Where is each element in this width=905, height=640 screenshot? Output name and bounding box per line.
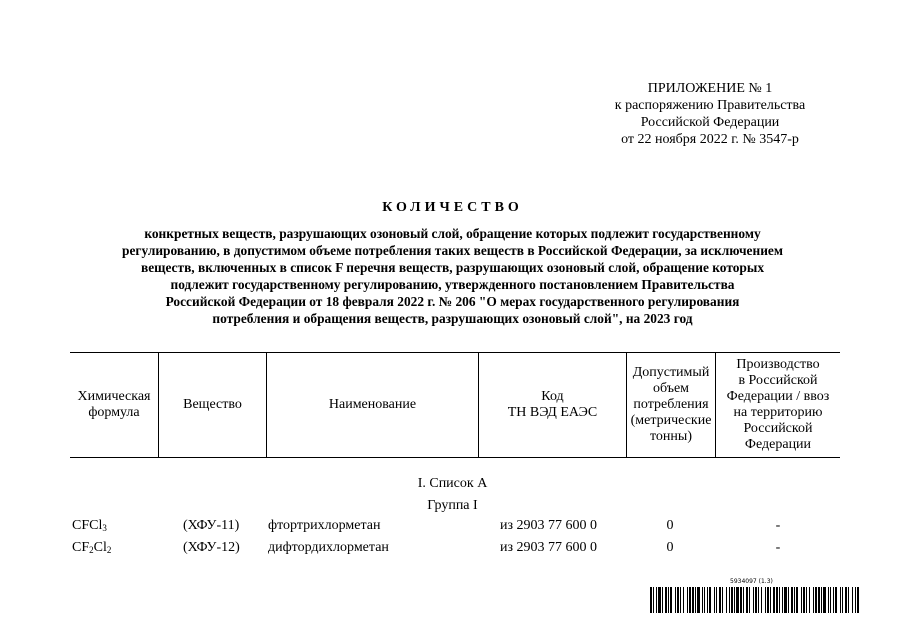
- header-volume-line: объем: [652, 381, 690, 396]
- header-code-line: Код: [541, 389, 564, 404]
- barcode-bar: [716, 587, 717, 613]
- barcode-bar: [821, 587, 822, 613]
- barcode-bar: [809, 587, 810, 613]
- header-code-line: ТН ВЭД ЕАЭС: [507, 405, 598, 420]
- cell-substance: (ХФУ-12): [183, 540, 240, 555]
- barcode-id: 5934097 (1.3): [730, 578, 773, 585]
- barcode-bar: [680, 587, 681, 613]
- header-production-line: в Российской: [738, 373, 818, 388]
- document-subtitle: [60, 225, 845, 327]
- header-production-line: Федерации: [744, 437, 812, 452]
- barcode-bar: [653, 587, 654, 613]
- barcode-bar: [731, 587, 733, 613]
- barcode-bar: [801, 587, 802, 613]
- barcode-bar: [755, 587, 757, 613]
- barcode-bar: [695, 587, 696, 613]
- barcode-bar: [697, 587, 700, 613]
- subtitle-line: веществ, включенных в список F перечня веществ, разрушающих озоновый слой, обращение которых: [140, 260, 765, 275]
- subtitle-line: потребления и обращения веществ, разрушающих озоновый слой", на 2023 год: [212, 311, 693, 326]
- group-title: Группа I: [427, 498, 478, 513]
- formula-part: CFCl: [72, 518, 103, 533]
- barcode-bar: [855, 587, 856, 613]
- barcode-bar: [656, 587, 657, 613]
- header-formula: [70, 352, 158, 458]
- cell-production: -: [775, 518, 781, 533]
- barcode-bar: [729, 587, 730, 613]
- barcode-bar: [848, 587, 849, 613]
- subtitle-line: регулированию, в допустимом объеме потребления таких веществ в Российской Федерации, за исключением: [122, 243, 783, 258]
- section-title: I. Список А: [417, 476, 488, 491]
- header-production-line: Федерации / ввоз: [726, 389, 830, 404]
- header-production-line: на территорию: [733, 405, 823, 420]
- header-volume-line: тонны): [650, 429, 692, 444]
- barcode-bar: [840, 587, 841, 613]
- barcode-bar: [842, 587, 843, 613]
- barcode-bar: [845, 587, 847, 613]
- barcode-bar: [689, 587, 691, 613]
- barcode-bar: [779, 587, 780, 613]
- header-formula-line: формула: [88, 405, 140, 420]
- barcode-bar: [707, 587, 708, 613]
- barcode-bar: [767, 587, 769, 613]
- document-title: КОЛИЧЕСТВО: [382, 200, 523, 215]
- barcode-bar: [734, 587, 735, 613]
- barcode-bar: [714, 587, 715, 613]
- subtitle-line: Российской Федерации от 18 февраля 2022 г. № 206 "О мерах государственного регулирования: [165, 294, 740, 309]
- appendix-line-3: от 22 ноября 2022 г. № 3547-р: [621, 132, 799, 147]
- cell-substance: (ХФУ-11): [183, 518, 240, 533]
- barcode-bar: [765, 587, 766, 613]
- subtitle-line: конкретных веществ, разрушающих озоновый слой, обращение которых подлежит государственному: [144, 226, 761, 241]
- barcode-bar: [776, 587, 778, 613]
- barcode-bar: [722, 587, 723, 613]
- barcode-bar: [670, 587, 672, 613]
- header-name-line: Наименование: [328, 397, 417, 412]
- barcode-bar: [677, 587, 679, 613]
- barcode-bar: [740, 587, 742, 613]
- formula-subscript: 3: [102, 523, 107, 533]
- barcode-bar: [782, 587, 783, 613]
- cell-production: -: [775, 540, 781, 555]
- barcode-bar: [753, 587, 754, 613]
- barcode-bar: [770, 587, 771, 613]
- barcode-bar: [687, 587, 688, 613]
- barcode-bar: [702, 587, 703, 613]
- barcode-bar: [828, 587, 829, 613]
- header-volume-line: Допустимый: [632, 365, 710, 380]
- barcode-bar: [675, 587, 676, 613]
- barcode-bar: [719, 587, 721, 613]
- barcode-bar: [857, 587, 859, 613]
- barcode-bar: [835, 587, 837, 613]
- barcode-bar: [704, 587, 705, 613]
- barcode-bar: [833, 587, 834, 613]
- barcode-bar: [791, 587, 793, 613]
- barcode-bar: [823, 587, 826, 613]
- barcode-bar: [658, 587, 661, 613]
- appendix-block: [560, 80, 860, 148]
- barcode-bar: [818, 587, 820, 613]
- header-volume: [627, 352, 715, 458]
- barcode-bar: [806, 587, 807, 613]
- formula-subscript: 2: [106, 545, 112, 555]
- header-production-line: Российской: [743, 421, 813, 436]
- header-volume-line: потребления: [633, 397, 709, 412]
- barcode-bar: [852, 587, 853, 613]
- cell-hs-code: из 2903 77 600 0: [500, 540, 598, 555]
- barcode-bar: [773, 587, 775, 613]
- cell-hs-code: из 2903 77 600 0: [500, 518, 598, 533]
- appendix-title: ПРИЛОЖЕНИЕ № 1: [647, 81, 773, 96]
- header-production-line: Производство: [736, 357, 820, 372]
- header-volume-line: (метрические: [630, 413, 712, 428]
- cell-formula: [72, 540, 111, 556]
- cell-name: дифтордихлорметан: [268, 540, 389, 555]
- barcode-image: [650, 587, 860, 613]
- header-production: [716, 352, 840, 458]
- header-substance-line: Вещество: [183, 397, 242, 412]
- barcode-bar: [746, 587, 748, 613]
- barcode-bar: [692, 587, 694, 613]
- barcode-bar: [830, 587, 831, 613]
- barcode-bar: [736, 587, 739, 613]
- appendix-line-1: к распоряжению Правительства: [614, 98, 806, 113]
- header-formula-line: Химическая: [77, 389, 151, 404]
- barcode-bar: [743, 587, 744, 613]
- barcode-bar: [794, 587, 795, 613]
- barcode-bar: [668, 587, 669, 613]
- barcode-bar: [726, 587, 727, 613]
- cell-name: фтортрихлорметан: [268, 518, 381, 533]
- barcode-bar: [709, 587, 711, 613]
- barcode-bar: [650, 587, 652, 613]
- barcode-bar: [749, 587, 750, 613]
- formula-subscript: 2: [89, 545, 94, 555]
- barcode-bar: [796, 587, 798, 613]
- header-substance: [159, 352, 266, 458]
- header-name: [267, 352, 478, 458]
- barcode-bar: [761, 587, 762, 613]
- cell-volume: 0: [666, 540, 674, 555]
- barcode-bar: [662, 587, 663, 613]
- barcode-bar: [813, 587, 814, 613]
- barcode-bar: [784, 587, 787, 613]
- barcode-bar: [683, 587, 684, 613]
- barcode-bar: [803, 587, 805, 613]
- formula-part: Cl: [93, 540, 107, 555]
- barcode-bar: [758, 587, 759, 613]
- appendix-line-2: Российской Федерации: [640, 115, 780, 130]
- header-code: [479, 352, 626, 458]
- barcode-bar: [788, 587, 789, 613]
- barcode-bar: [815, 587, 817, 613]
- cell-formula: [72, 518, 107, 534]
- formula-part: CF: [72, 540, 90, 555]
- cell-volume: 0: [666, 518, 674, 533]
- barcode-bar: [665, 587, 667, 613]
- subtitle-line: подлежит государственному регулированию, утвержденного постановлением Правительства: [170, 277, 735, 292]
